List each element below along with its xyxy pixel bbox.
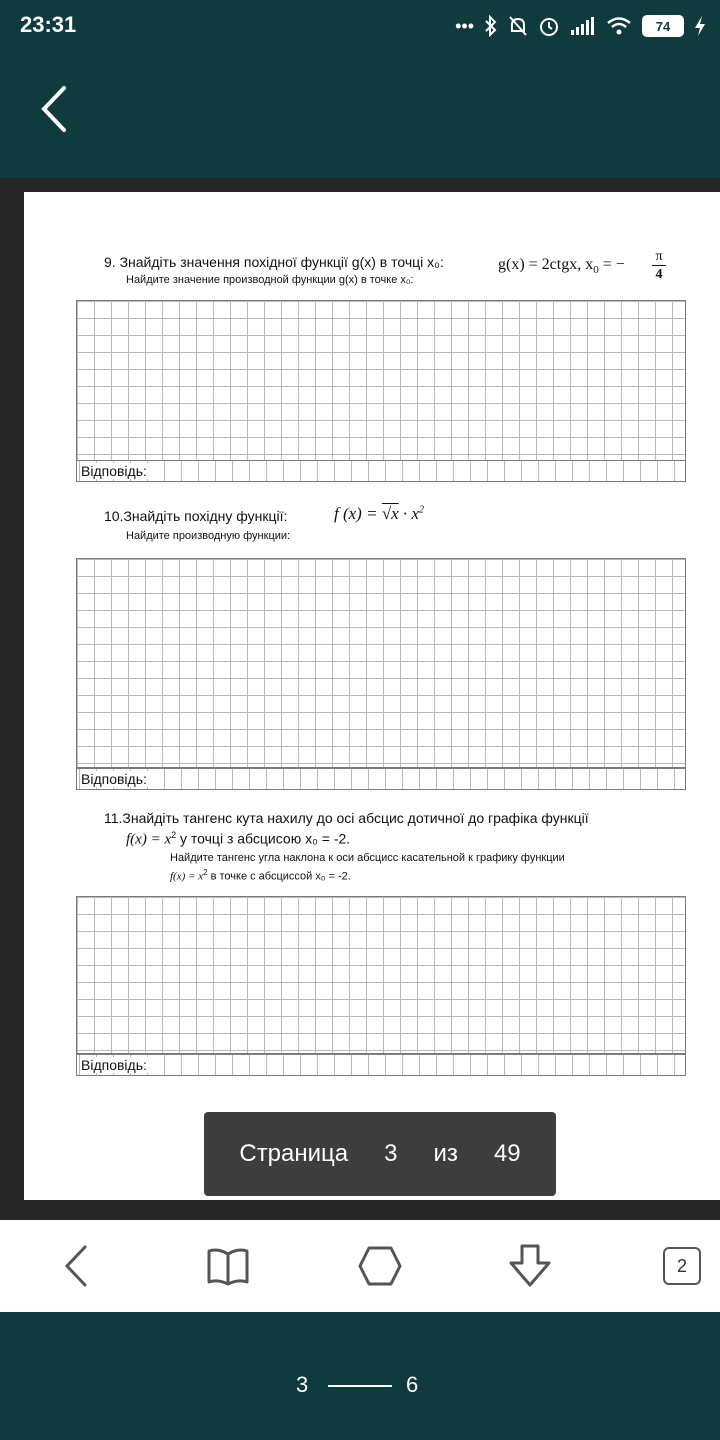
- home-hexagon-icon: [357, 1244, 403, 1288]
- bluetooth-icon: [484, 15, 498, 37]
- page-of: из: [433, 1140, 458, 1167]
- q10-grid[interactable]: [76, 558, 686, 768]
- q10-answer-label: Відповідь:: [81, 771, 151, 787]
- q11-subtitle2: [170, 868, 351, 883]
- chevron-left-icon: [61, 1244, 91, 1288]
- q11-line2-sup: 2: [171, 830, 177, 840]
- document-viewer[interactable]: [0, 178, 720, 1220]
- document-page: [24, 192, 720, 1200]
- mute-icon: [508, 15, 528, 37]
- home-button[interactable]: [352, 1240, 408, 1292]
- wifi-icon: [606, 16, 632, 36]
- q10-formula-root: √x: [381, 504, 399, 523]
- q10-subtitle: Найдите производную функции:: [126, 530, 291, 542]
- q11-subtitle2-sup: 2: [203, 868, 208, 877]
- status-time: 23:31: [20, 12, 77, 37]
- q11-title: 11.Знайдіть тангенс кута нахилу до осі абсцис дотичної до графіка функції: [104, 810, 589, 826]
- q10-title: 10.Знайдіть похідну функції:: [104, 508, 288, 524]
- q9-fraction: [652, 248, 666, 283]
- back-button[interactable]: [34, 84, 78, 134]
- alarm-icon: [538, 15, 560, 37]
- download-button[interactable]: [502, 1240, 558, 1292]
- q10-formula: [334, 504, 424, 524]
- page-current: 3: [384, 1140, 398, 1167]
- q11-subtitle2-text: в точке с абсциссой x₀ = -2.: [207, 870, 351, 883]
- download-arrow-icon: [507, 1243, 553, 1289]
- q9-subtitle: Найдите значение производной функции g(x) в точке x₀:: [126, 274, 414, 286]
- page-label: Страница: [239, 1140, 349, 1167]
- charging-icon: [694, 15, 706, 37]
- back-arrow-icon: [34, 84, 78, 134]
- more-dots-icon: •••: [455, 15, 474, 36]
- q9-answer-label: Відповідь:: [81, 463, 151, 479]
- reader-mode-button[interactable]: [200, 1240, 256, 1292]
- nav-back-button[interactable]: [48, 1240, 104, 1292]
- q11-answer-label: Відповідь:: [81, 1057, 151, 1073]
- nav-page-left[interactable]: 3: [296, 1372, 309, 1397]
- page-total: 49: [493, 1140, 521, 1167]
- battery-icon: 74: [642, 15, 684, 37]
- signal-icon: [570, 16, 596, 36]
- q9-grid[interactable]: [76, 300, 686, 462]
- nav-page-right[interactable]: 6: [406, 1372, 419, 1397]
- bottom-nav: [0, 1312, 720, 1440]
- q10-formula-right: · x: [398, 504, 419, 523]
- q11-line2-formula: f(x) = x: [126, 831, 172, 848]
- q9-formula: [498, 256, 625, 276]
- q9-fraction-den: 4: [655, 267, 663, 282]
- q9-answer-row[interactable]: [76, 460, 686, 482]
- q11-line2-text: у точці з абсцисою x₀ = -2.: [176, 830, 351, 847]
- nav-divider-line: [328, 1385, 392, 1387]
- status-icons: [455, 12, 706, 40]
- tabs-button[interactable]: [654, 1240, 710, 1292]
- q11-answer-row[interactable]: [76, 1054, 686, 1076]
- q11-subtitle: Найдите тангенс угла наклона к оси абсцисс касательной к графику функции: [170, 852, 565, 864]
- q9-formula-sub: 0: [593, 264, 599, 277]
- q11-subtitle2-formula: f(x) = x: [170, 870, 204, 883]
- q9-formula-main: g(x) = 2ctgx, x: [498, 256, 594, 273]
- q9-formula-eq: = −: [602, 256, 625, 273]
- app-header: [0, 50, 720, 178]
- q10-formula-left: f (x) =: [334, 504, 382, 523]
- tab-count-badge: 2: [663, 1247, 701, 1285]
- q11-line2: [126, 830, 350, 849]
- q9-fraction-num: π: [652, 248, 666, 266]
- book-icon: [206, 1246, 250, 1286]
- status-bar: [0, 0, 720, 50]
- q9-title: 9. Знайдіть значення похідної функції g(x) в точці x₀:: [104, 254, 444, 270]
- q10-formula-sup: 2: [419, 504, 424, 516]
- bottom-toolbar: [0, 1220, 720, 1312]
- q11-grid[interactable]: [76, 896, 686, 1054]
- page-indicator-toast: [204, 1112, 556, 1196]
- q10-answer-row[interactable]: [76, 768, 686, 790]
